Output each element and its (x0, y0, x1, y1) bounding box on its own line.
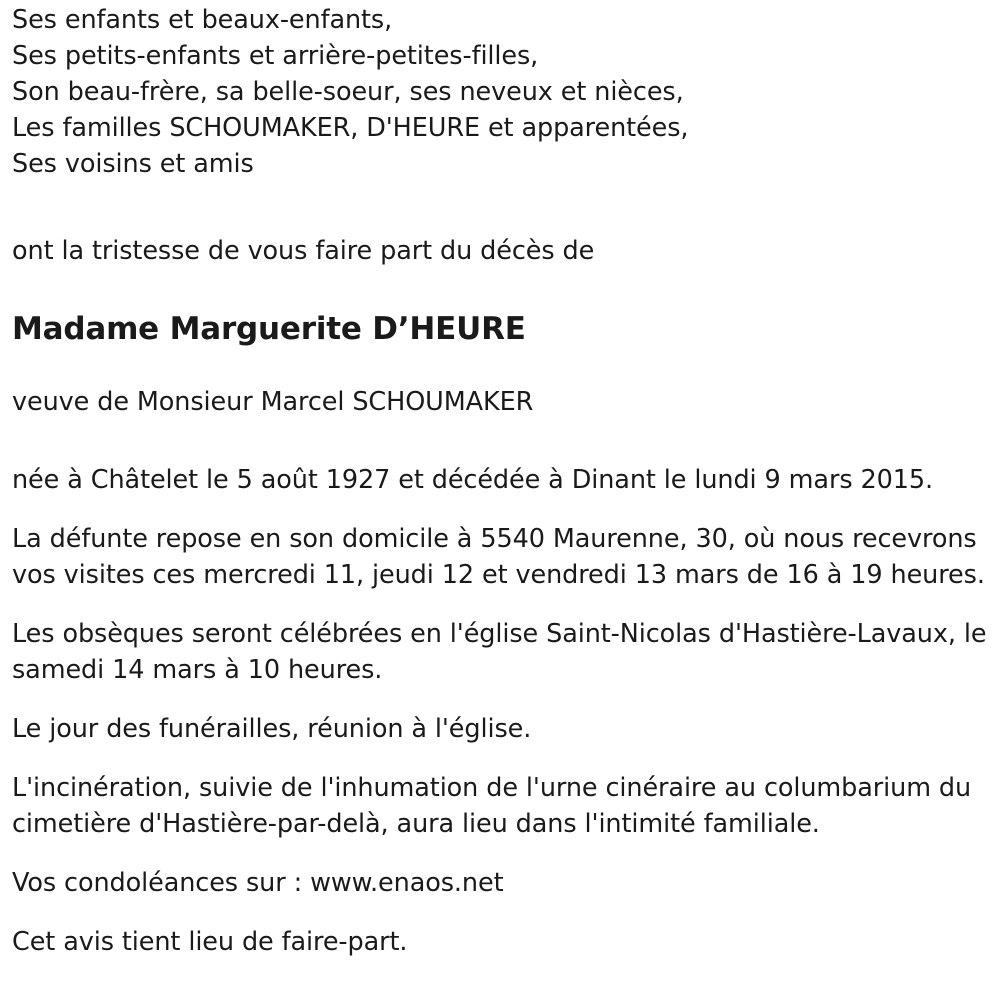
deceased-name-heading: Madame Marguerite D’HEURE (12, 311, 526, 347)
visitation-paragraph: La défunte repose en son domicile à 5540 Maurenne, 30, où nous recevrons vos visites ces mercredi 11, jeudi 12 et vendredi 13 mars de 16 à 19 heures. (12, 524, 985, 590)
spacer-1 (12, 498, 994, 521)
spacer-before-name (12, 269, 994, 310)
notice-disclaimer-paragraph: Cet avis tient lieu de faire-part. (12, 927, 408, 957)
family-line-grandchildren: Ses petits-enfants et arrière-petites-filles, (12, 41, 539, 71)
birth-death-dates-text: née à Châtelet le 5 août 1927 et décédée à Dinant le lundi 9 mars 2015. (12, 465, 934, 495)
lead-in-text: ont la tristesse de vous faire part du décès de (12, 236, 595, 266)
spacer-before-dates (12, 420, 994, 462)
family-announcers-block (12, 0, 994, 182)
condolences-url-paragraph: Vos condoléances sur : www.enaos.net (12, 868, 504, 898)
family-line-children: Ses enfants et beaux-enfants, (12, 5, 393, 35)
spacer-2 (12, 593, 994, 616)
funeral-service-paragraph: Les obsèques seront célébrées en l'église Saint-Nicolas d'Hastière-Lavaux, le samedi 14 mars à 10 heures. (12, 619, 987, 685)
spacer-4 (12, 747, 994, 770)
family-line-families: Les familles SCHOUMAKER, D'HEURE et apparentées, (12, 113, 689, 143)
cremation-paragraph: L'incinération, suivie de l'inhumation de l'urne cinéraire au columbarium du cimetière d'Hastière-par-delà, aura lieu dans l'intimité familiale. (12, 773, 972, 839)
spacer-6 (12, 901, 994, 924)
gathering-paragraph: Le jour des funérailles, réunion à l'église. (12, 714, 532, 744)
spouse-relation-text: veuve de Monsieur Marcel SCHOUMAKER (12, 387, 534, 417)
spacer-3 (12, 688, 994, 711)
spacer-before-lead-in (12, 182, 994, 233)
family-line-inlaws: Son beau-frère, sa belle-soeur, ses neveux et nièces, (12, 77, 684, 107)
spacer-5 (12, 842, 994, 865)
spacer-before-spouse (12, 348, 994, 384)
family-line-neighbours: Ses voisins et amis (12, 149, 254, 179)
